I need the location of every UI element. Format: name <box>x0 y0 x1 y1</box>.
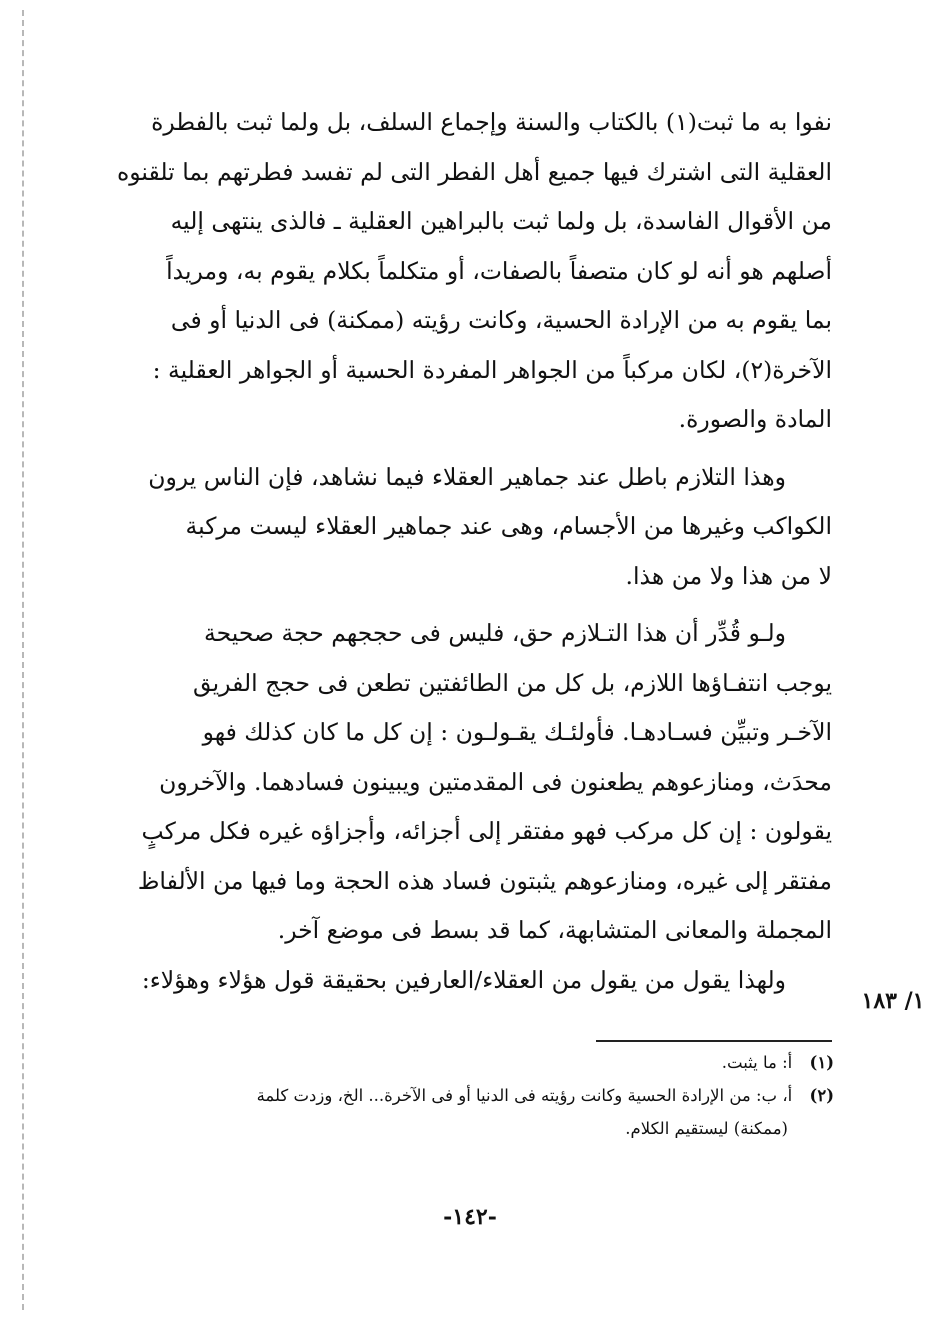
footnote-text: أ: ما يثبت. <box>721 1053 793 1072</box>
footnote-1 <box>132 1046 834 1079</box>
footnote-2-continuation: (ممكنة) ليستقيم الكلام. <box>625 1119 788 1138</box>
text-line: العقلية التى اشترك فيها جميع أهل الفطر التى لم تفسد فطرتهم بما تلقنوه <box>116 157 832 186</box>
text-line: مفتقر إلى غيره، ومنازعوهم يثبتون فساد هذه الحجة وما فيها من الألفاظ <box>137 866 832 895</box>
footnote-2 <box>132 1079 834 1112</box>
marginal-reference: ١/ ١٨٣ <box>861 988 925 1014</box>
paragraph-gap <box>112 445 832 453</box>
text-line: يقولون : إن كل مركب فهو مفتقر إلى أجزائه، وأجزاؤه غيره فكل مركبٍ <box>141 817 832 845</box>
text-line: نفوا به ما ثبت(١) بالكتاب والسنة وإجماع السلف، بل ولما ثبت بالفطرة <box>151 108 832 136</box>
text-line: ولهذا يقول من يقول من العقلاء/العارفين بحقيقة قول هؤلاء وهؤلاء: <box>141 965 786 994</box>
footnote-number: (٢) <box>809 1086 834 1105</box>
text-line: وهذا التلازم باطل عند جماهير العقلاء فيما نشاهد، فإن الناس يرون <box>148 462 786 491</box>
text-line: أصلهم هو أنه لو كان متصفاً بالصفات، أو متكلماً بكلام يقوم به، ومريداً <box>166 256 832 285</box>
text-line: المادة والصورة. <box>678 405 832 433</box>
text-line: ولـو قُدِّر أن هذا التـلازم حق، فليس فى حججهم حجة صحيحة <box>204 619 786 647</box>
text-line: يوجب انتفـاؤها اللازم، بل كل من الطائفتين تطعن فى حجج الفريق <box>192 668 832 697</box>
footnote-number: (١) <box>809 1053 834 1072</box>
text-line: لا من هذا ولا من هذا. <box>625 561 832 590</box>
text-line: الكواكب وغيرها من الأجسام، وهى عند جماهير العقلاء ليست مركبة <box>185 512 832 540</box>
footnote-divider <box>596 1040 832 1042</box>
footnote-text: أ، ب: من الإرادة الحسية وكانت رؤيته فى الدنيا أو فى الآخرة... الخ، وزدت كلمة <box>256 1086 793 1105</box>
page-number: -١٤٢- <box>443 1204 497 1230</box>
text-line: محدَث، ومنازعوهم يطعنون فى المقدمتين ويبينون فسادهما. والآخرون <box>159 767 832 796</box>
text-line: من الأقوال الفاسدة، بل ولما ثبت بالبراهين العقلية ـ فالذى ينتهى إليه <box>170 207 832 235</box>
text-line: بما يقوم به من الإرادة الحسية، وكانت رؤيته (ممكنة) فى الدنيا أو فى <box>170 306 832 334</box>
binding-edge-line <box>22 10 24 1310</box>
main-text-block <box>112 98 832 1005</box>
text-line: الآخـر وتبيِّن فسـادهـا. فأولئـك يقـولـون : إن كل ما كان كذلك فهو <box>202 718 832 746</box>
text-line: الآخرة(٢)، لكان مركباً من الجواهر المفردة الحسية أو الجواهر العقلية : <box>152 355 832 384</box>
text-line: المجملة والمعانى المتشابهة، كما قد بسط فى موضع آخر. <box>277 916 832 944</box>
paragraph-gap <box>112 601 832 609</box>
footnotes-block <box>132 1046 834 1145</box>
